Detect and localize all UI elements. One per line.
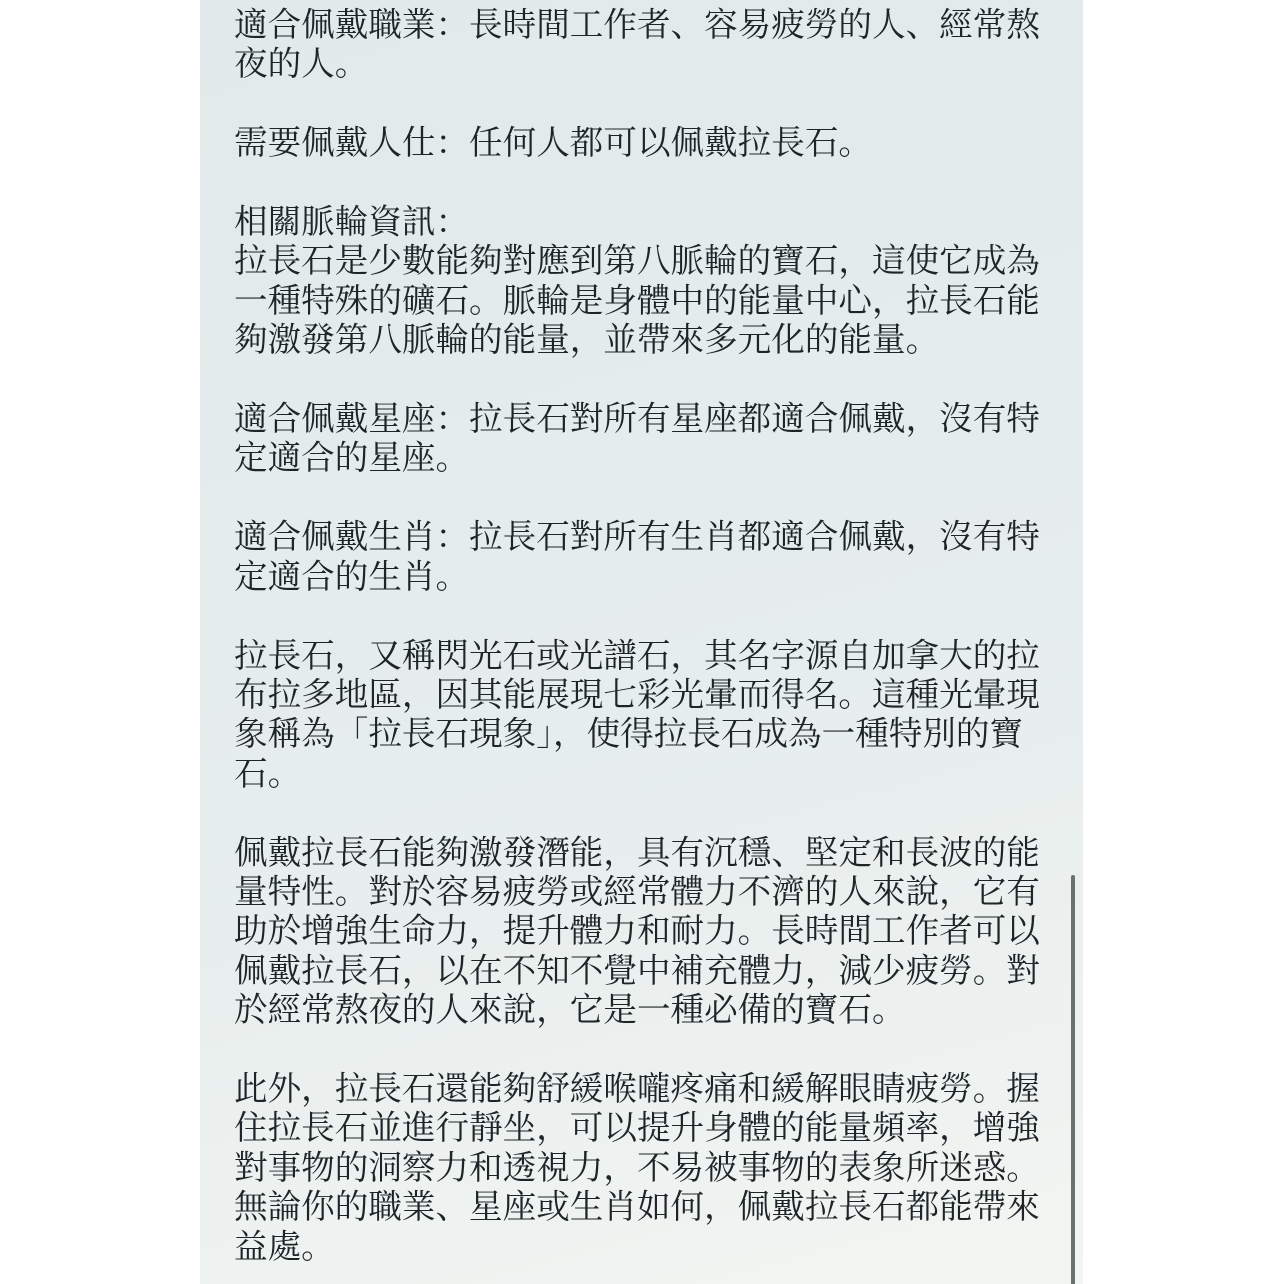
text-line: 一種特殊的礦石。脈輪是身體中的能量中心，拉長石能 xyxy=(234,280,1040,320)
text-line: 適合佩戴星座：拉長石對所有星座都適合佩戴，沒有特 xyxy=(234,399,1040,439)
text-line: 定適合的生肖。 xyxy=(234,556,470,596)
paragraph-origin xyxy=(234,636,1074,794)
text-panel[interactable] xyxy=(200,0,1083,1284)
scroll-indicator[interactable] xyxy=(1071,875,1075,1284)
text-line: 拉長石，又稱閃光石或光譜石，其名字源自加拿大的拉 xyxy=(234,635,1040,675)
text-line: 夜的人。 xyxy=(234,44,369,84)
text-line: 佩戴拉長石能夠激發潛能，具有沉穩、堅定和長波的能 xyxy=(234,832,1040,872)
text-line: 無論你的職業、星座或生肖如何，佩戴拉長石都能帶來 xyxy=(234,1187,1040,1227)
paragraph-benefits xyxy=(234,833,1074,1030)
text-line: 拉長石是少數能夠對應到第八脈輪的寶石，這使它成為 xyxy=(234,241,1040,281)
text-line: 於經常熬夜的人來說，它是一種必備的寶石。 xyxy=(234,990,906,1030)
paragraph-people xyxy=(234,123,1074,162)
text-line: 助於增強生命力，提升體力和耐力。長時間工作者可以 xyxy=(234,911,1040,951)
text-line: 住拉長石並進行靜坐，可以提升身體的能量頻率，增強 xyxy=(234,1108,1040,1148)
text-line: 定適合的星座。 xyxy=(234,438,470,478)
article-content xyxy=(234,5,1074,1284)
text-line: 需要佩戴人仕：任何人都可以佩戴拉長石。 xyxy=(234,123,872,163)
text-line: 適合佩戴職業：長時間工作者、容易疲勞的人、經常熬 xyxy=(234,5,1040,44)
text-line: 象稱為「拉長石現象」，使得拉長石成為一種特別的寶 xyxy=(234,714,1024,754)
text-line: 石。 xyxy=(234,753,302,793)
paragraph-zodiac xyxy=(234,399,1074,478)
paragraph-chinese-zodiac xyxy=(234,517,1074,596)
text-line: 相關脈輪資訊： xyxy=(234,202,470,242)
text-line: 夠激發第八脈輪的能量，並帶來多元化的能量。 xyxy=(234,320,940,360)
text-line: 佩戴拉長石，以在不知不覺中補充體力，減少疲勞。對 xyxy=(234,950,1040,990)
text-line: 益處。 xyxy=(234,1226,335,1266)
text-line: 量特性。對於容易疲勞或經常體力不濟的人來說，它有 xyxy=(234,871,1040,911)
paragraph-occupations xyxy=(234,5,1074,84)
text-line: 適合佩戴生肖：拉長石對所有生肖都適合佩戴，沒有特 xyxy=(234,517,1040,557)
text-line: 布拉多地區，因其能展現七彩光暈而得名。這種光暈現 xyxy=(234,674,1040,714)
paragraph-chakra xyxy=(234,202,1074,360)
paragraph-additional xyxy=(234,1069,1074,1266)
text-line: 對事物的洞察力和透視力，不易被事物的表象所迷惑。 xyxy=(234,1147,1040,1187)
text-line: 此外，拉長石還能夠舒緩喉嚨疼痛和緩解眼睛疲勞。握 xyxy=(234,1068,1040,1108)
